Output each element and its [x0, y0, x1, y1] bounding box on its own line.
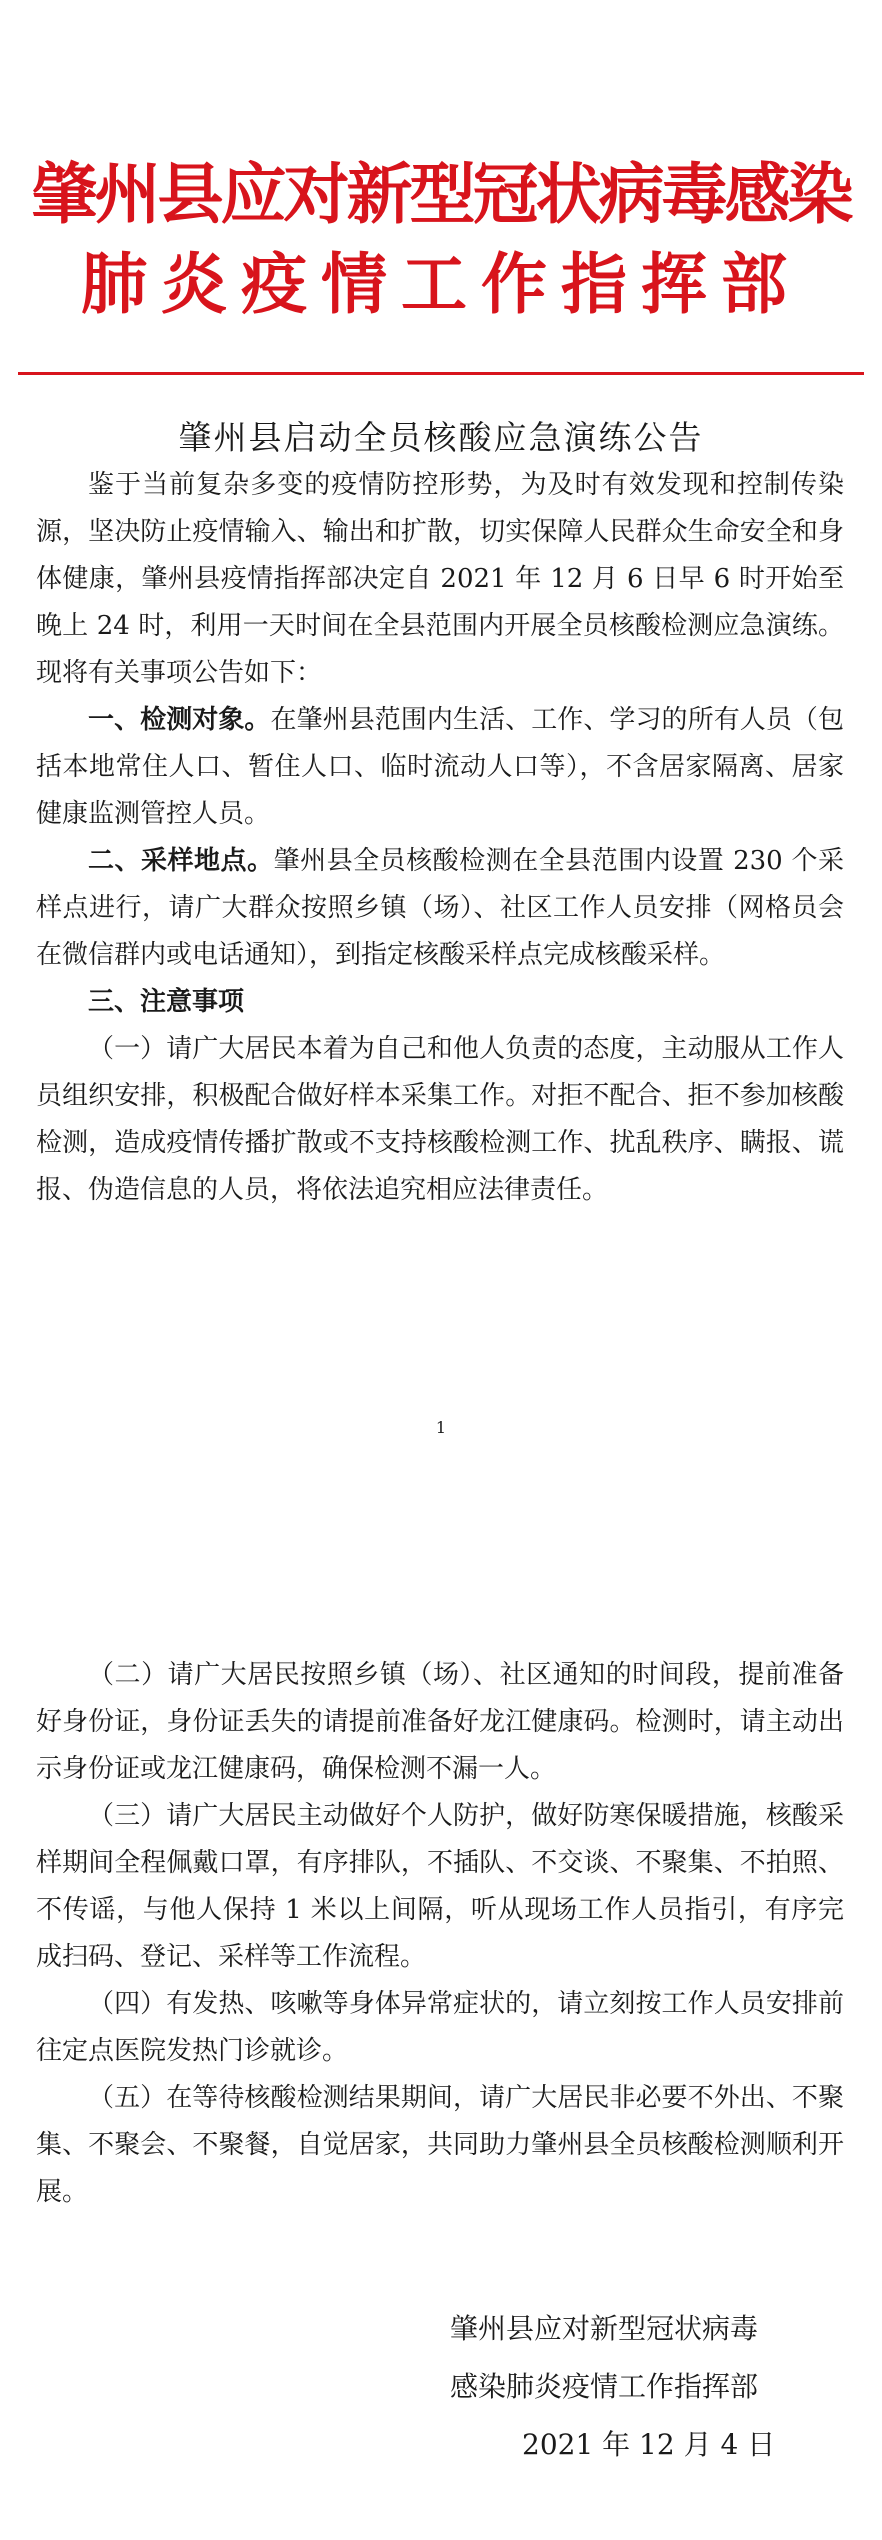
signature-block: [450, 2300, 850, 2474]
section-heading: 一、检测对象。: [88, 705, 271, 735]
section-sampling-location: [36, 838, 844, 979]
section-heading: 二、采样地点。: [88, 846, 274, 876]
note-item: （五）在等待核酸检测结果期间，请广大居民非必要不外出、不聚集、不聚会、不聚餐，自觉居家，共同助力肇州县全员核酸检测顺利开展。: [36, 2083, 844, 2207]
note-item: （三）请广大居民主动做好个人防护，做好防寒保暖措施，核酸采样期间全程佩戴口罩，有序排队，不插队、不交谈、不聚集、不拍照、不传谣，与他人保持 1 米以上间隔，听从现场工作人员指引，有序完成扫码、登记、采样等工作流程。: [36, 1801, 844, 1972]
note-item: （二）请广大居民按照乡镇（场）、社区通知的时间段，提前准备好身份证，身份证丢失的请提前准备好龙江健康码。检测时，请主动出示身份证或龙江健康码，确保检测不漏一人。: [36, 1660, 844, 1784]
signature-org-line-2: 感染肺炎疫情工作指挥部: [450, 2370, 759, 2403]
signature-org-line-1: 肇州县应对新型冠状病毒: [450, 2312, 759, 2345]
note-item: （四）有发热、咳嗽等身体异常症状的，请立刻按工作人员安排前往定点医院发热门诊就诊。: [36, 1989, 844, 2066]
section-heading: 三、注意事项: [88, 987, 245, 1017]
intro-paragraph: 鉴于当前复杂多变的疫情防控形势，为及时有效发现和控制传染源，坚决防止疫情输入、输出和扩散，切实保障人民群众生命安全和身体健康，肇州县疫情指挥部决定自 2021 年 12 月 6 日早 6 时开始至晚上 24 时，利用一天时间在全县范围内开展全员核酸检测应急演练。现将有关事项公告如下：: [36, 470, 844, 688]
section-detection-target: [36, 697, 844, 838]
section-text: 在肇州县范围内生活、工作、学习的所有人员（包括本地常住人口、暂住人口、临时流动人口等），不含居家隔离、居家健康监测管控人员。: [36, 705, 844, 829]
announcement-title: 肇州县启动全员核酸应急演练公告: [178, 418, 704, 457]
signature-date: 2021 年 12 月 4 日: [522, 2428, 776, 2461]
page-number: 1: [435, 1418, 447, 1437]
section-text: 肇州县全员核酸检测在全县范围内设置 230 个采样点进行，请广大群众按照乡镇（场）、社区工作人员安排（网格员会在微信群内或电话通知），到指定核酸采样点完成核酸采样。: [36, 846, 844, 970]
section-notes: [36, 979, 844, 1026]
letterhead-line-2: 肺炎疫情工作指挥部: [81, 246, 801, 323]
body-part-2: [36, 1652, 844, 2216]
letterhead-divider: [18, 372, 864, 375]
letterhead: [0, 150, 882, 330]
note-item: （一）请广大居民本着为自己和他人负责的态度，主动服从工作人员组织安排，积极配合做好样本采集工作。对拒不配合、拒不参加核酸检测，造成疫情传播扩散或不支持核酸检测工作、扰乱秩序、瞒报、谎报、伪造信息的人员，将依法追究相应法律责任。: [36, 1034, 844, 1205]
letterhead-line-1: 肇州县应对新型冠状病毒感染: [31, 156, 851, 233]
body-part-1: [36, 462, 844, 1214]
